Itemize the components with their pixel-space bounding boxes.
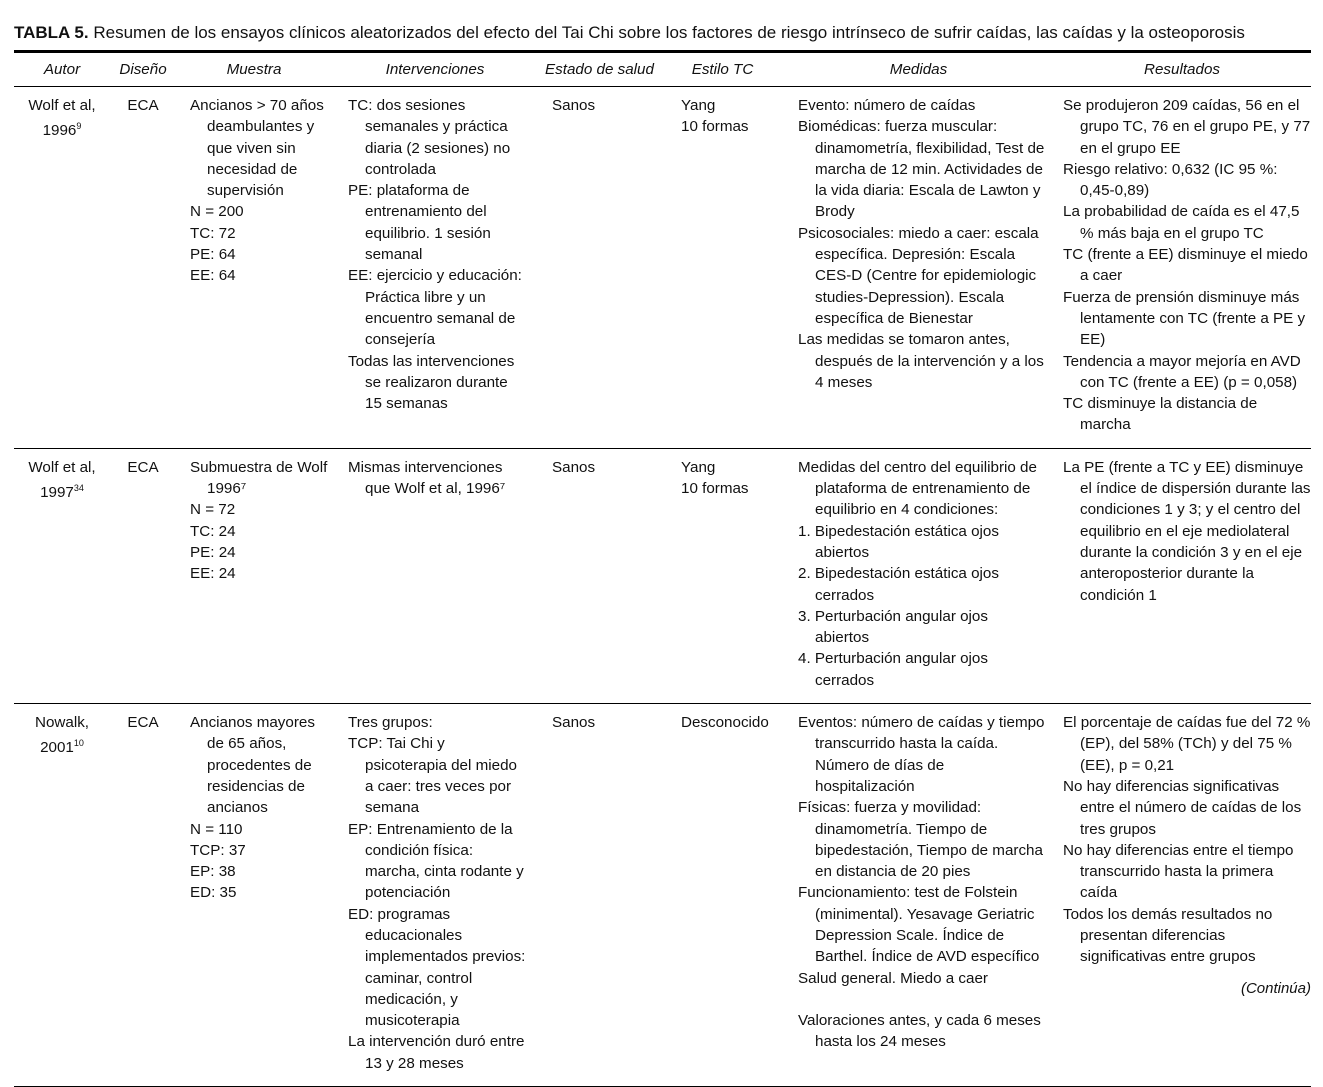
cell-tc-style — [661, 704, 784, 1087]
author-year: 1997 — [40, 484, 74, 502]
cell-health-status: Sanos — [552, 714, 596, 732]
cell-measures — [784, 87, 1053, 449]
cell-author — [14, 448, 110, 703]
result-line: No hay diferencias significativas entre el número de caídas de los tres grupos — [1063, 777, 1302, 838]
cell-sample — [176, 448, 332, 703]
style-line: Yang — [681, 97, 716, 114]
cell-design: ECA — [127, 714, 159, 732]
author-year: 1996 — [42, 122, 77, 140]
author-year: 2001 — [40, 739, 74, 757]
style-line: 10 formas — [681, 480, 749, 498]
sample-line: N = 200 — [190, 203, 244, 221]
sample-line: N = 72 — [190, 501, 236, 519]
intervention-line: TCP: Tai Chi y psicoterapia del miedo a caer: tres veces por semana — [348, 735, 517, 817]
intervention-line: EE: ejercicio y educación: Práctica libre y un encuentro semanal de consejería — [348, 267, 522, 349]
cell-tc-style — [661, 448, 784, 703]
header-muestra: Muestra — [226, 60, 282, 78]
table-body — [14, 87, 1311, 1087]
header-resultados: Resultados — [1144, 60, 1220, 78]
cell-health-status: Sanos — [552, 97, 596, 114]
sample-line: Ancianos mayores de 65 años, procedentes de residencias de ancianos — [190, 714, 315, 817]
cell-results — [1053, 448, 1311, 703]
caption-text: Resumen de los ensayos clínicos aleatorizados del efecto del Tai Chi sobre los factores de riesgo intrínseco de sufrir caídas, las caídas y la osteoporosis — [93, 23, 1245, 42]
reference-number: 10 — [73, 738, 84, 749]
cell-interventions — [332, 87, 538, 449]
cell-design: ECA — [127, 97, 159, 114]
intervention-line: Tres grupos: — [348, 714, 433, 732]
cell-measures — [784, 704, 1053, 1087]
table-row — [14, 704, 1311, 1087]
cell-interventions — [332, 704, 538, 1087]
result-line: TC (frente a EE) disminuye el miedo a caer — [1063, 246, 1308, 285]
sample-line: Submuestra de Wolf 1996⁷ — [190, 458, 328, 498]
reference-number: 34 — [73, 483, 84, 494]
cell-results — [1053, 87, 1311, 449]
sample-line: EE: 24 — [190, 565, 236, 583]
sample-line: PE: 64 — [190, 246, 236, 264]
measure-line: Medidas del centro del equilibrio de plataforma de entrenamiento de equilibrio en 4 condiciones: — [798, 458, 1037, 519]
measure-line: Funcionamiento: test de Folstein (minimental). Yesavage Geriatric Depression Scale. Índice de Barthel. Índice de AVD específico — [798, 884, 1040, 966]
result-line: La probabilidad de caída es el 47,5 % más baja en el grupo TC — [1063, 203, 1300, 242]
measure-line: 1. Bipedestación estática ojos abiertos — [798, 522, 999, 561]
sample-line: ED: 35 — [190, 884, 237, 902]
caption-label: TABLA 5. — [14, 23, 89, 42]
header-intervenciones: Intervenciones — [385, 60, 485, 78]
result-line: Fuerza de prensión disminuye más lentamente con TC (frente a PE y EE) — [1063, 288, 1306, 349]
cell-interventions — [332, 448, 538, 703]
blank-line — [798, 989, 1045, 1010]
sample-line: TC: 72 — [190, 224, 236, 242]
sample-line: TCP: 37 — [190, 841, 246, 859]
measure-line: 3. Perturbación angular ojos abiertos — [798, 607, 988, 647]
cell-author — [14, 87, 110, 449]
sample-line: TC: 24 — [190, 522, 236, 540]
trials-table — [14, 50, 1311, 1087]
document-page — [14, 22, 1311, 1087]
table-header-row — [14, 52, 1311, 87]
result-line: Riesgo relativo: 0,632 (IC 95 %: 0,45-0,89) — [1063, 160, 1278, 200]
cell-health-status: Sanos — [552, 458, 596, 476]
intervention-line: ED: programas educacionales implementados previos: caminar, control medicación, y musicoterapia — [348, 905, 526, 1030]
table-caption — [14, 22, 1311, 44]
intervention-line: TC: dos sesiones semanales y práctica diaria (2 sesiones) no controlada — [348, 97, 511, 178]
cell-sample — [176, 704, 332, 1087]
measure-line: 2. Bipedestación estática ojos cerrados — [798, 565, 999, 604]
measure-line: Físicas: fuerza y movilidad: dinamometría. Tiempo de bipedestación, Tiempo de marcha en distancia de 20 pies — [798, 799, 1043, 881]
measure-line: Valoraciones antes, y cada 6 meses hasta los 24 meses — [798, 1011, 1041, 1051]
header-estilo-tc: Estilo TC — [691, 60, 754, 78]
cell-measures — [784, 448, 1053, 703]
measure-line: Salud general. Miedo a caer — [798, 969, 988, 987]
measure-line: Las medidas se tomaron antes, después de la intervención y a los 4 meses — [798, 331, 1044, 391]
result-line: Todos los demás resultados no presentan diferencias significativas entre grupos — [1063, 905, 1273, 966]
measure-line: Psicosociales: miedo a caer: escala específica. Depresión: Escala CES-D (Centre for epidemiologic studies-Depression). Escala específica de Bienestar — [798, 224, 1039, 327]
table-row — [14, 87, 1311, 449]
sample-line: Ancianos > 70 años deambulantes y que viven sin necesidad de supervisión — [190, 97, 324, 200]
intervention-line: Mismas intervenciones que Wolf et al, 1996⁷ — [348, 458, 506, 498]
continuation-label: (Continúa) — [1240, 980, 1311, 997]
cell-author — [14, 704, 110, 1087]
cell-sample — [176, 87, 332, 449]
reference-number: 9 — [76, 121, 82, 132]
intervention-line: La intervención duró entre 13 y 28 meses — [348, 1033, 525, 1072]
cell-tc-style — [661, 87, 784, 449]
result-line: TC disminuye la distancia de marcha — [1063, 395, 1258, 434]
result-line: La PE (frente a TC y EE) disminuye el índice de dispersión durante las condiciones 1 y 3; y el centro del equilibrio en el eje mediolateral durante la condición 3 y en el eje anteroposterior durante la condición 1 — [1063, 458, 1311, 604]
measure-line: Evento: número de caídas — [798, 97, 976, 114]
measure-line: 4. Perturbación angular ojos cerrados — [798, 650, 988, 689]
style-line: 10 formas — [681, 118, 749, 136]
header-estado-salud: Estado de salud — [545, 60, 654, 78]
sample-line: N = 110 — [190, 820, 243, 838]
table-row — [14, 448, 1311, 703]
intervention-line: PE: plataforma de entrenamiento del equilibrio. 1 sesión semanal — [348, 182, 491, 264]
sample-line: EP: 38 — [190, 863, 236, 881]
measure-line: Biomédicas: fuerza muscular: dinamometría, flexibilidad, Test de marcha de 12 min. Actividades de la vida diaria: Escala de Lawton y Brody — [798, 118, 1045, 221]
measure-line: Eventos: número de caídas y tiempo transcurrido hasta la caída. Número de días de hospitalización — [798, 714, 1045, 795]
author-name: Wolf et al, — [28, 97, 96, 114]
cell-results — [1053, 704, 1311, 1087]
result-line: El porcentaje de caídas fue del 72 % (EP), del 58% (TCh) y del 75 % (EE), p = 0,21 — [1063, 714, 1311, 774]
result-line: Tendencia a mayor mejoría en AVD con TC (frente a EE) (p = 0,058) — [1063, 352, 1301, 391]
intervention-line: EP: Entrenamiento de la condición física: marcha, cinta rodante y potenciación — [348, 820, 524, 902]
style-line: Yang — [681, 458, 716, 476]
author-name: Wolf et al, — [28, 458, 96, 476]
header-diseno: Diseño — [119, 60, 167, 78]
sample-line: PE: 24 — [190, 543, 236, 561]
author-name: Nowalk, — [34, 714, 90, 732]
header-medidas: Medidas — [889, 60, 948, 78]
sample-line: EE: 64 — [190, 267, 236, 285]
header-autor: Autor — [43, 60, 81, 78]
style-line: Desconocido — [681, 714, 769, 732]
result-line: No hay diferencias entre el tiempo transcurrido hasta la primera caída — [1063, 841, 1294, 902]
intervention-line: Todas las intervenciones se realizaron durante 15 semanas — [348, 352, 515, 413]
cell-design: ECA — [127, 458, 159, 476]
result-line: Se produjeron 209 caídas, 56 en el grupo TC, 76 en el grupo PE, y 77 en el grupo EE — [1063, 97, 1311, 157]
